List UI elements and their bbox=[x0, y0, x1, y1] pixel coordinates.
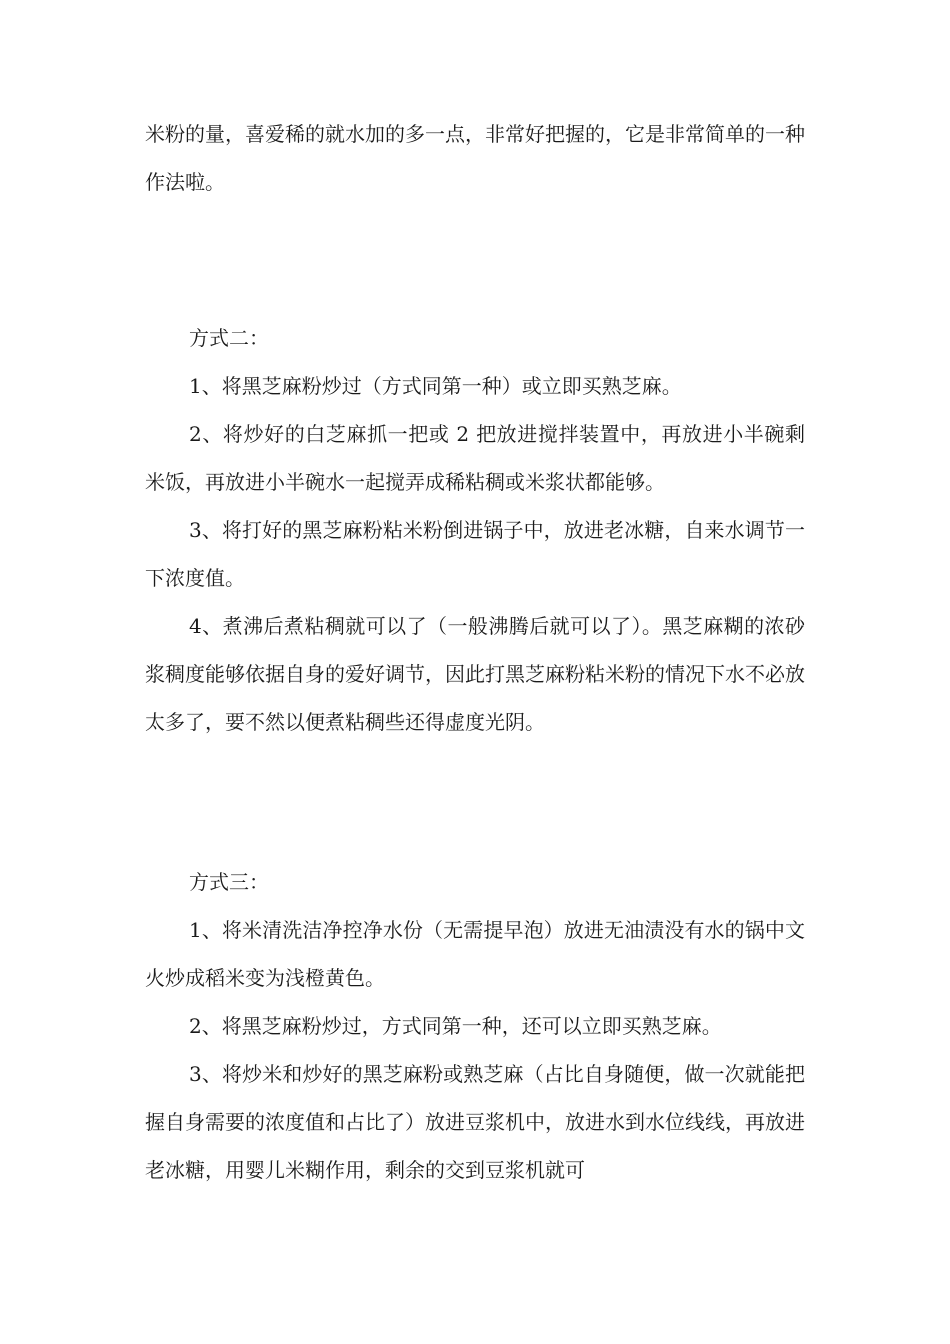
method-three-step-2: 2、将黑芝麻粉炒过，方式同第一种，还可以立即买熟芝麻。 bbox=[189, 1014, 722, 1038]
intro-paragraph: 米粉的量，喜爱稀的就水加的多一点，非常好把握的，它是非常简单的一种作法啦。 bbox=[145, 122, 805, 194]
method-two-step-3: 3、将打好的黑芝麻粉粘米粉倒进锅子中，放进老冰糖，自来水调节一下浓度值。 bbox=[145, 518, 805, 590]
method-two-step-1: 1、将黑芝麻粉炒过（方式同第一种）或立即买熟芝麻。 bbox=[189, 374, 682, 398]
method-three-heading: 方式三： bbox=[189, 870, 269, 894]
method-three-step-1: 1、将米清洗洁净控净水份（无需提早泡）放进无油渍没有水的锅中文火炒成稻米变为浅橙黄色。 bbox=[145, 918, 805, 990]
method-two-step-4: 4、煮沸后煮粘稠就可以了（一般沸腾后就可以了）。黑芝麻糊的浓砂浆稠度能够依据自身的爱好调节，因此打黑芝麻粉粘米粉的情况下水不必放太多了，要不然以便煮粘稠些还得虚度光阴。 bbox=[145, 614, 805, 734]
section-gap bbox=[145, 206, 805, 314]
section-gap bbox=[145, 746, 805, 858]
method-three-step-3: 3、将炒米和炒好的黑芝麻粉或熟芝麻（占比自身随便，做一次就能把握自身需要的浓度值和占比了）放进豆浆机中，放进水到水位线线，再放进老冰糖，用婴儿米糊作用，剩余的交到豆浆机就可 bbox=[145, 1062, 805, 1182]
method-two-step-2: 2、将炒好的白芝麻抓一把或 2 把放进搅拌装置中，再放进小半碗剩米饭，再放进小半碗水一起搅弄成稀粘稠或米浆状都能够。 bbox=[145, 422, 805, 494]
method-two-heading: 方式二： bbox=[189, 326, 269, 350]
document-body bbox=[145, 110, 805, 1194]
